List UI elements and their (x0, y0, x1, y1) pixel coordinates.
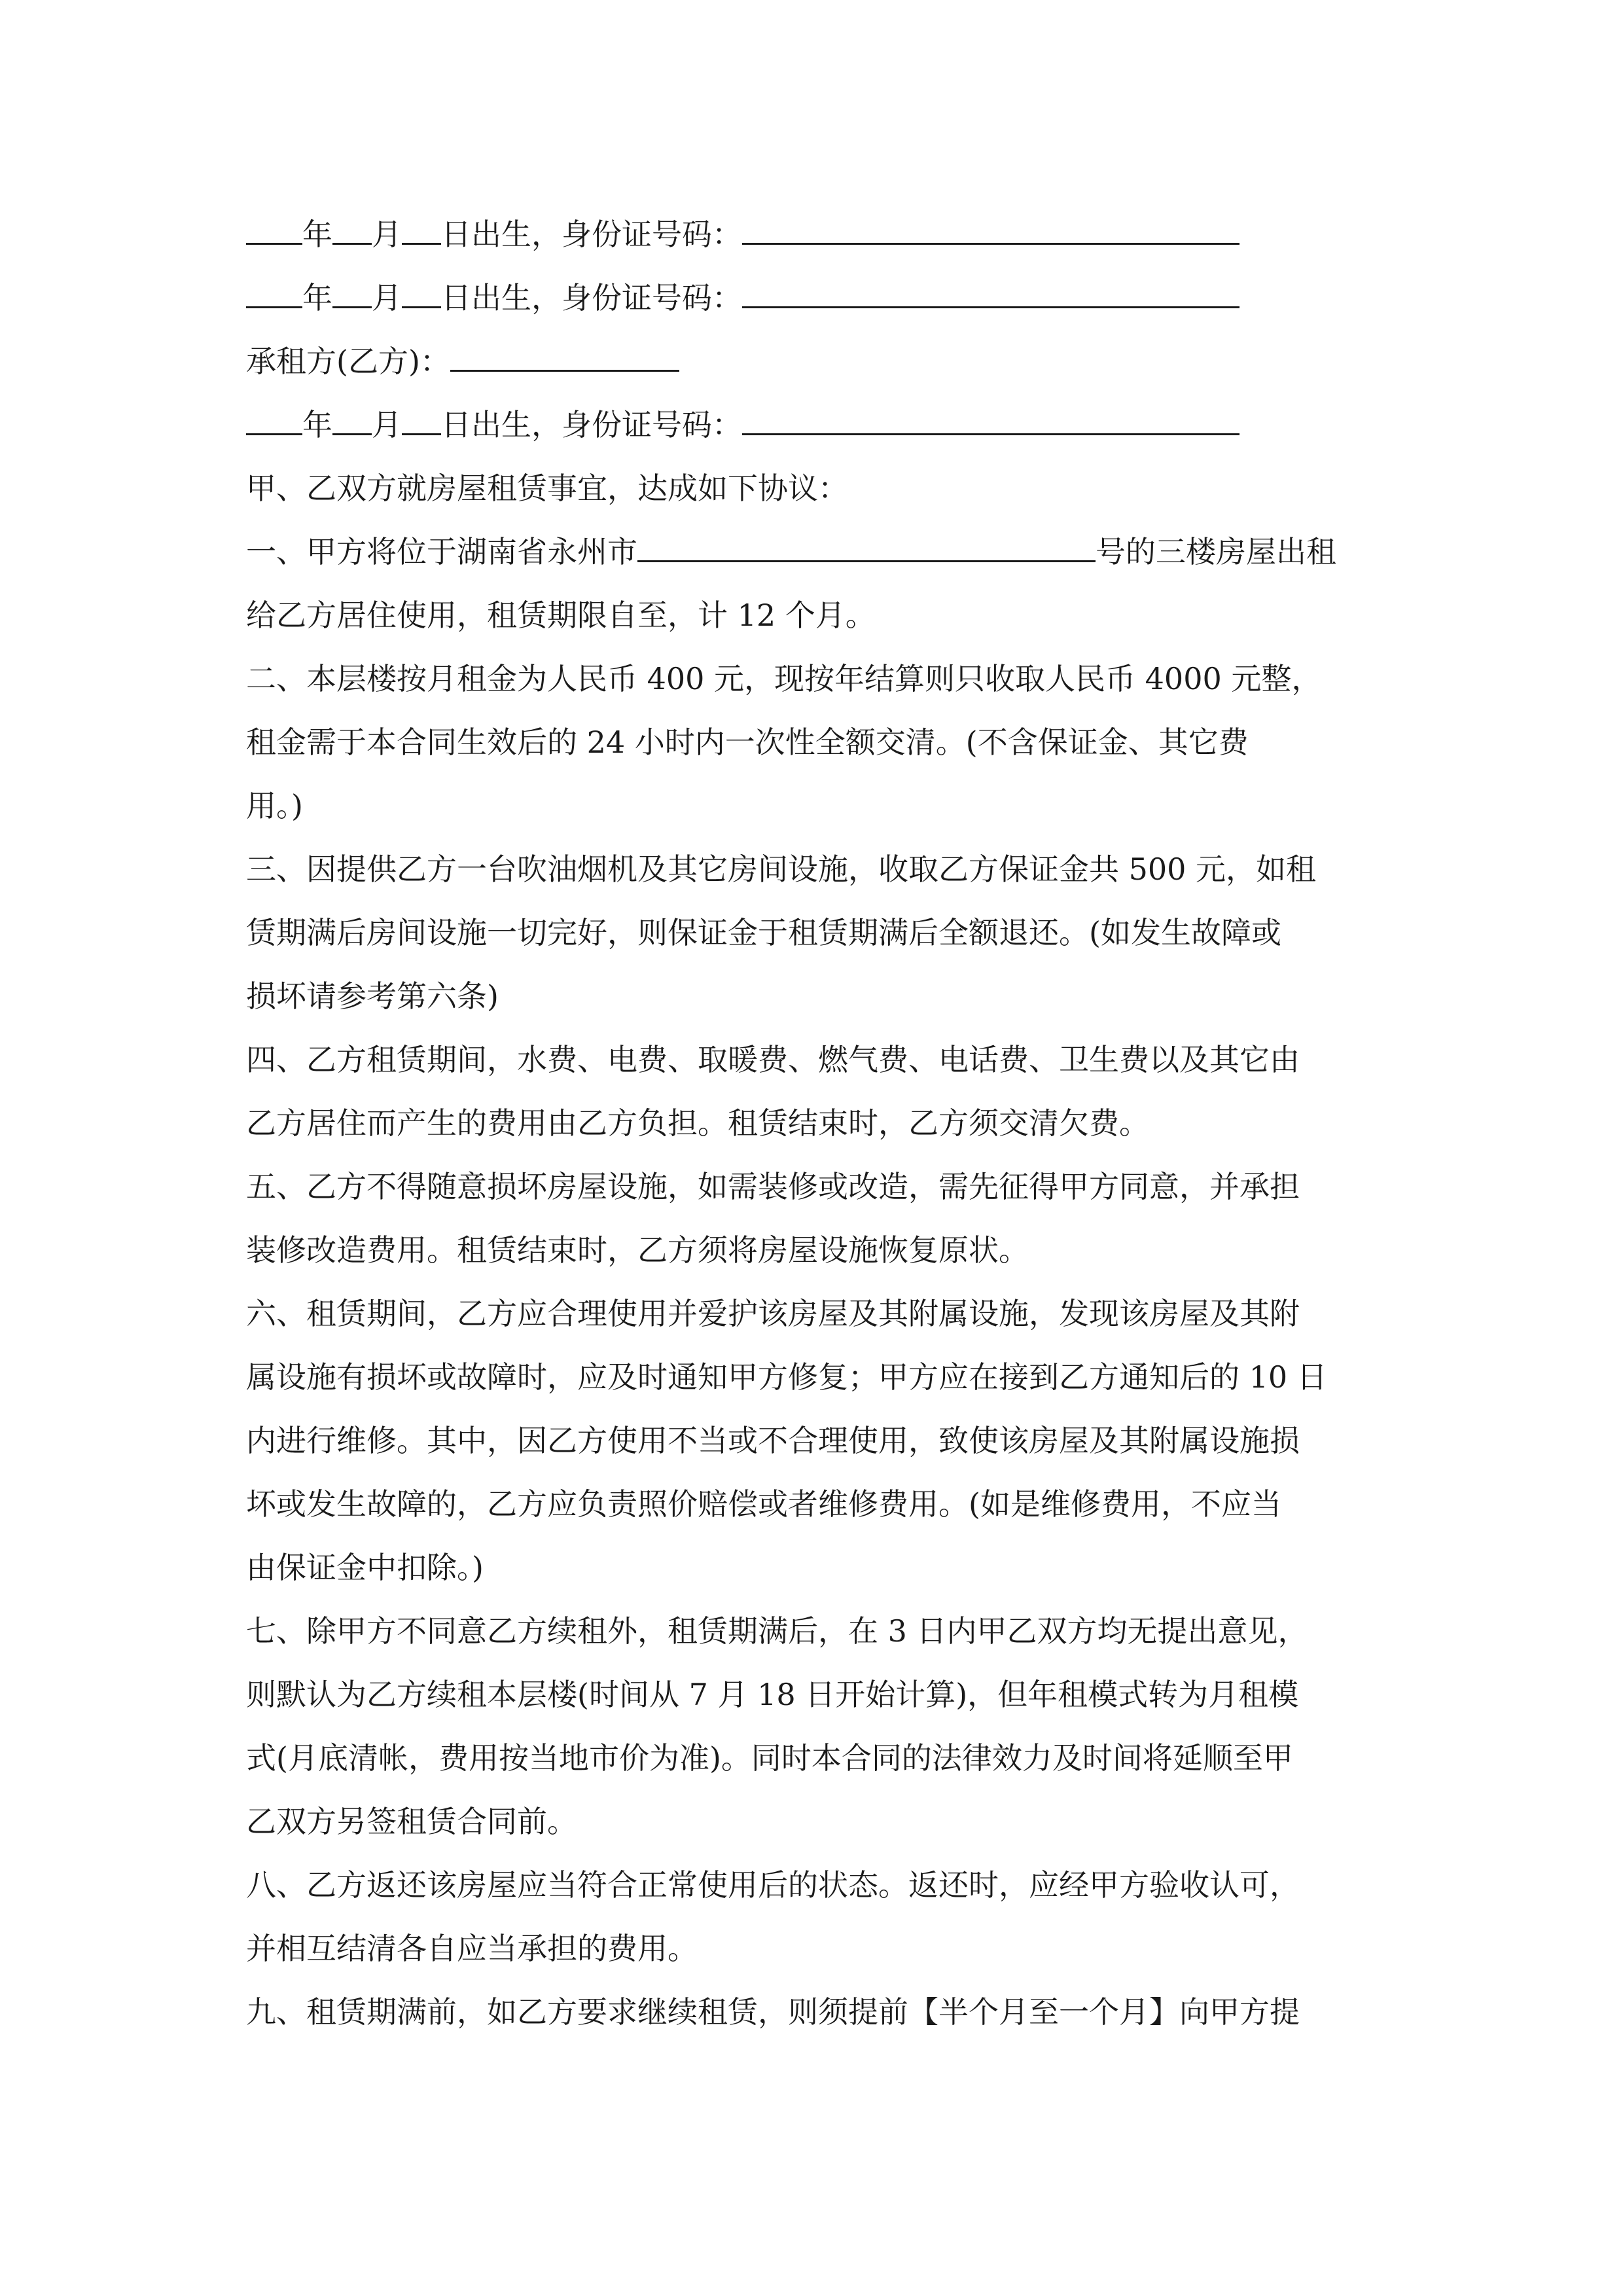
clause-3-line-3: 损坏请参考第六条) (246, 978, 499, 1014)
clause-5-line-2: 装修改造费用。租赁结束时，乙方须将房屋设施恢复原状。 (246, 1232, 1029, 1268)
blank-year[interactable] (246, 268, 302, 308)
birth-id-line-1: 年 月 日出生，身份证号码： (246, 203, 1378, 266)
lessee-line: 承租方(乙方)： (246, 330, 1378, 393)
blank-id-number[interactable] (742, 395, 1240, 435)
blank-lessee-name[interactable] (450, 332, 679, 372)
clause-8-line-2: 并相互结清各自应当承担的费用。 (246, 1931, 698, 1966)
clause-4-line-2: 乙方居住而产生的费用由乙方负担。租赁结束时，乙方须交清欠费。 (246, 1105, 1149, 1141)
clause-7-line-3: 式(月底清帐，费用按当地市价为准)。同时本合同的法律效力及时间将延顺至甲 (246, 1740, 1293, 1776)
blank-month[interactable] (332, 268, 372, 308)
clause-6-line-3: 内进行维修。其中，因乙方使用不当或不合理使用，致使该房屋及其附属设施损 (246, 1423, 1300, 1458)
clause-3-line-1: 三、因提供乙方一台吹油烟机及其它房间设施，收取乙方保证金共 500 元，如租 (246, 852, 1317, 887)
clause-7-line-4: 乙双方另签租赁合同前。 (246, 1804, 577, 1839)
clause-7-line-2: 则默认为乙方续租本层楼(时间从 7 月 18 日开始计算)，但年租模式转为月租模 (246, 1677, 1299, 1712)
clause-6-line-4: 坏或发生故障的，乙方应负责照价赔偿或者维修费用。(如是维修费用，不应当 (246, 1486, 1281, 1522)
clause-5-line-1: 五、乙方不得随意损坏房屋设施，如需装修或改造，需先征得甲方同意，并承担 (246, 1169, 1300, 1204)
contract-body (246, 203, 1378, 2044)
intro-line: 甲、乙双方就房屋租赁事宜，达成如下协议： (246, 471, 848, 506)
blank-day[interactable] (402, 395, 441, 435)
clause-1-line-1: 一、甲方将位于湖南省永州市 号的三楼房屋出租 (246, 520, 1378, 584)
birth-id-line-2: 年 月 日出生，身份证号码： (246, 266, 1378, 330)
blank-year[interactable] (246, 205, 302, 245)
blank-id-number[interactable] (742, 268, 1240, 308)
birth-id-line-3: 年 月 日出生，身份证号码： (246, 393, 1378, 457)
blank-day[interactable] (402, 268, 441, 308)
clause-4-line-1: 四、乙方租赁期间，水费、电费、取暖费、燃气费、电话费、卫生费以及其它由 (246, 1042, 1300, 1077)
clause-2-line-2: 租金需于本合同生效后的 24 小时内一次性全额交清。(不含保证金、其它费 (246, 725, 1249, 760)
blank-month[interactable] (332, 205, 372, 245)
clause-6-line-1: 六、租赁期间，乙方应合理使用并爱护该房屋及其附属设施，发现该房屋及其附 (246, 1296, 1300, 1331)
clause-9-line-1: 九、租赁期满前，如乙方要求继续租赁，则须提前【半个月至一个月】向甲方提 (246, 1994, 1300, 2030)
clause-7-line-1: 七、除甲方不同意乙方续租外，租赁期满后，在 3 日内甲乙双方均无提出意见， (246, 1613, 1308, 1649)
clause-2-line-3: 用。) (246, 788, 303, 823)
clause-3-line-2: 赁期满后房间设施一切完好，则保证金于租赁期满后全额退还。(如发生故障或 (246, 915, 1281, 950)
blank-year[interactable] (246, 395, 302, 435)
blank-address[interactable] (637, 522, 1096, 562)
clause-1-line-2: 给乙方居住使用，租赁期限自至，计 12 个月。 (246, 598, 876, 633)
clause-6-line-2: 属设施有损坏或故障时，应及时通知甲方修复；甲方应在接到乙方通知后的 10 日 (246, 1359, 1327, 1395)
blank-day[interactable] (402, 205, 441, 245)
clause-6-line-5: 由保证金中扣除。) (246, 1550, 484, 1585)
blank-id-number[interactable] (742, 205, 1240, 245)
clause-8-line-1: 八、乙方返还该房屋应当符合正常使用后的状态。返还时，应经甲方验收认可， (246, 1867, 1300, 1903)
blank-month[interactable] (332, 395, 372, 435)
clause-2-line-1: 二、本层楼按月租金为人民币 400 元，现按年结算则只收取人民币 4000 元整， (246, 661, 1322, 696)
